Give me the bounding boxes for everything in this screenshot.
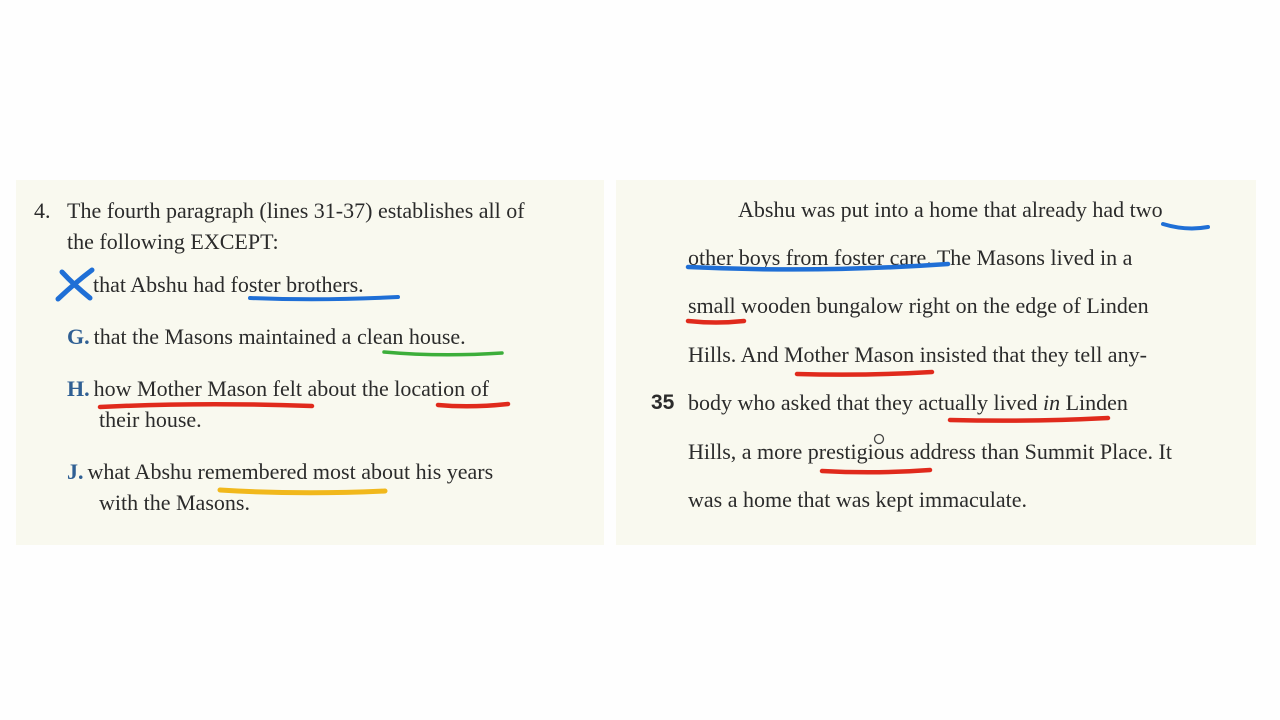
answer-option-j-letter: J. — [67, 459, 84, 484]
question-stem-line-2: the following EXCEPT: — [67, 229, 279, 254]
passage-panel — [616, 180, 1256, 545]
answer-option-h-text-line-2: their house. — [99, 407, 202, 432]
question-stem-line-1: The fourth paragraph (lines 31-37) establishes all of — [67, 198, 525, 223]
answer-option-j-text-line-2: with the Masons. — [99, 490, 250, 515]
passage-line-5-italic: in — [1042, 390, 1061, 415]
question-panel — [16, 180, 604, 545]
passage-line-3: small wooden bungalow right on the edge of Linden — [688, 293, 1149, 318]
answer-option-g-letter: G. — [67, 324, 90, 349]
answer-option-h-letter: H. — [67, 376, 90, 401]
answer-option-h-text-line-1: how Mother Mason felt about the location of — [93, 376, 489, 401]
passage-line-2: other boys from foster care. The Masons lived in a — [688, 245, 1133, 270]
answer-option-j-text-line-1: what Abshu remembered most about his years — [87, 459, 494, 484]
question-number: 4. — [34, 198, 51, 223]
passage-line-1: Abshu was put into a home that already had two — [738, 197, 1163, 222]
answer-option-h[interactable] — [67, 374, 489, 404]
answer-option-g[interactable] — [67, 322, 466, 352]
passage-line-5-b: Linden — [1060, 390, 1128, 415]
answer-option-g-text: that the Masons maintained a clean house. — [93, 324, 466, 349]
passage-line-6: Hills, a more prestigious address than Summit Place. It — [688, 439, 1172, 464]
passage-line-5-a: body who asked that they actually lived — [688, 390, 1043, 415]
passage-line-number: 35 — [651, 391, 675, 414]
passage-line-4: Hills. And Mother Mason insisted that they tell any- — [688, 342, 1147, 367]
answer-option-j[interactable] — [67, 457, 493, 487]
passage-line-5 — [688, 388, 1128, 418]
answer-option-f-text: that Abshu had foster brothers. — [93, 272, 364, 297]
passage-line-7: was a home that was kept immaculate. — [688, 487, 1028, 512]
